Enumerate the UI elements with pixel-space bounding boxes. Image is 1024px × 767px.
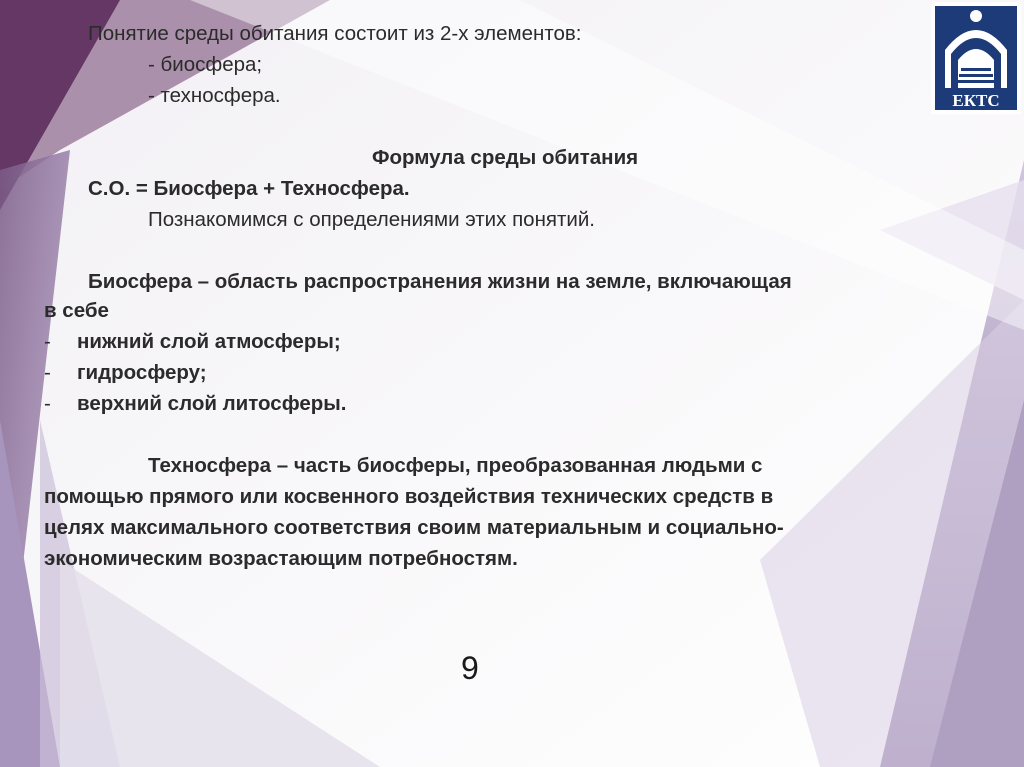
biosphere-item: гидросферу; (77, 361, 207, 384)
intro-item-technosphere: - техносфера. (148, 84, 281, 107)
page-number: 9 (461, 650, 479, 686)
bullet-dash: - (44, 361, 51, 384)
technosphere-definition-line1: Техносфера – часть биосферы, преобразованная людьми с (148, 454, 763, 477)
technosphere-definition-line4: экономическим возрастающим потребностям. (44, 547, 518, 570)
formula-equation: С.О. = Биосфера + Техносфера. (88, 177, 410, 200)
formula-note: Познакомимся с определениями этих понятий. (148, 208, 595, 231)
logo-text: ЕКТС (952, 91, 1000, 110)
technosphere-definition-line3: целях максимального соответствия своим материальным и социально- (44, 516, 784, 539)
intro-line: Понятие среды обитания состоит из 2-х элементов: (88, 22, 582, 45)
bullet-dash: - (44, 392, 51, 415)
intro-item-biosphere: - биосфера; (148, 53, 263, 76)
technosphere-definition-line2: помощью прямого или косвенного воздействия технических средств в (44, 485, 774, 508)
formula-heading: Формула среды обитания (372, 146, 639, 169)
biosphere-item: нижний слой атмосферы; (77, 330, 341, 353)
biosphere-item: верхний слой литосферы. (77, 392, 347, 415)
biosphere-definition-line1: Биосфера – область распространения жизни на земле, включающая (88, 270, 792, 293)
bullet-dash: - (44, 330, 51, 353)
biosphere-definition-line2: в себе (44, 299, 109, 322)
